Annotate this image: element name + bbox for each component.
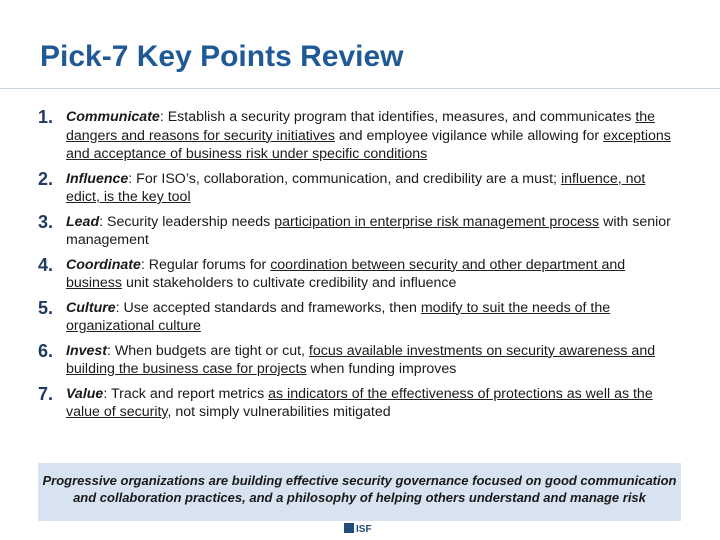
item-emphasis: participation in enterprise risk management process	[274, 213, 600, 230]
item-keyword: Lead	[66, 213, 100, 230]
item-text: : Regular forums for	[140, 256, 271, 273]
item-text: : Track and report metrics	[103, 385, 269, 402]
summary-callout: Progressive organizations are building effective security governance focused on good communication and collaboration practices, and a philosophy of helping others understand and manage risk	[38, 463, 681, 521]
item-keyword: Influence	[66, 170, 129, 187]
key-points-list	[38, 108, 678, 428]
isf-logo-text: ISF	[356, 524, 372, 535]
item-keyword: Value	[66, 385, 104, 402]
isf-logo	[344, 523, 372, 535]
list-item	[38, 256, 678, 293]
list-item	[38, 213, 678, 250]
item-text: : Establish a security program that identifies, measures, and communicates	[159, 109, 636, 125]
title-divider	[0, 88, 720, 89]
item-emphasis: as indicators of the effectiveness of protections as well as the value of security	[66, 385, 653, 420]
slide-title: Pick-7 Key Points Review	[40, 40, 404, 73]
item-number: 3.	[38, 211, 54, 232]
item-emphasis: coordination between security and other department and business	[66, 256, 626, 291]
item-number: 4.	[38, 254, 54, 275]
item-number: 5.	[38, 297, 54, 318]
item-emphasis: exceptions and acceptance of business risk under specific conditions	[66, 127, 671, 162]
item-text: : For ISO’s, collaboration, communication, and credibility are a must;	[128, 170, 561, 187]
isf-logo-icon	[344, 523, 354, 533]
list-item	[38, 299, 678, 336]
item-emphasis: focus available investments on security awareness and building the business case for projects	[66, 342, 656, 377]
item-emphasis: modify to suit the needs of the organizational culture	[66, 299, 611, 334]
item-number: 2.	[38, 168, 54, 189]
item-text: and employee vigilance while allowing for	[334, 127, 604, 144]
item-keyword: Invest	[66, 342, 108, 359]
item-text: : Use accepted standards and frameworks, then	[115, 299, 421, 316]
item-number: 6.	[38, 340, 54, 361]
item-keyword: Coordinate	[66, 256, 141, 273]
item-emphasis: influence, not edict, is the key tool	[66, 170, 646, 205]
list-item	[38, 170, 678, 207]
list-item	[38, 108, 678, 164]
item-number: 7.	[38, 383, 54, 404]
item-keyword: Culture	[66, 299, 116, 316]
item-text: when funding improves	[306, 361, 457, 377]
list-item	[38, 385, 678, 422]
item-text: with senior management	[66, 213, 671, 248]
item-emphasis: the dangers and reasons for security initiatives	[66, 109, 656, 144]
item-text: , not simply vulnerabilities mitigated	[167, 404, 391, 420]
item-text: unit stakeholders to cultivate credibility and influence	[122, 275, 457, 291]
item-text: : Security leadership needs	[99, 213, 275, 230]
list-item	[38, 342, 678, 379]
item-number: 1.	[38, 107, 54, 127]
item-keyword: Communicate	[66, 109, 160, 125]
item-text: : When budgets are tight or cut,	[107, 342, 309, 359]
